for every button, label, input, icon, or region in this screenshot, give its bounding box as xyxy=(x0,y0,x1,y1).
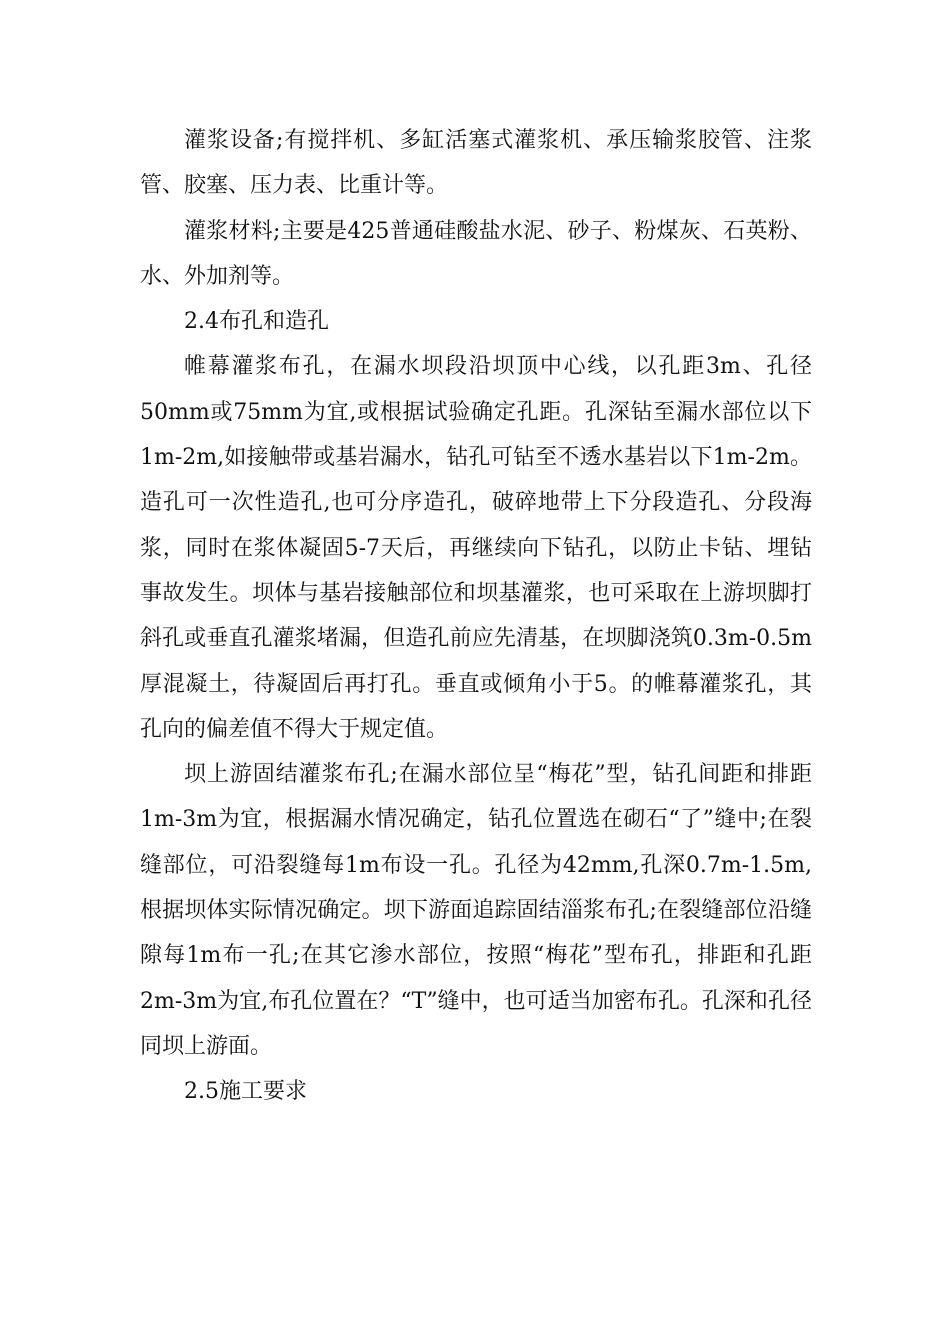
paragraph-curtain-grouting: 帷幕灌浆布孔，在漏水坝段沿坝顶中心线，以孔距3m、孔径50mm或75mm为宜,或根据试验确定孔距。孔深钻至漏水部位以下1m-2m,如接触带或基岩漏水，钻孔可钻至不透水基岩以下1m-2m。造孔可一次性造孔,也可分序造孔，破碎地带上下分段造孔、分段海浆，同时在浆体凝固5-7天后，再继续向下钻孔，以防止卡钻、埋钻事故发生。坝体与基岩接触部位和坝基灌浆，也可采取在上游坝脚打斜孔或垂直孔灌浆堵漏，但造孔前应先清基，在坝脚浇筑0.3m-0.5m厚混凝土，待凝固后再打孔。垂直或倾角小于5。的帷幕灌浆孔，其孔向的偏差值不得大于规定值。 xyxy=(140,354,812,742)
paragraph-grouting-materials: 灌浆材料;主要是425普通硅酸盐水泥、砂子、粉煤灰、石英粉、水、外加剂等。 xyxy=(140,218,812,289)
paragraph-grouting-equipment: 灌浆设备;有搅拌机、多缸活塞式灌浆机、承压输浆胶管、注浆管、胶塞、压力表、比重计等。 xyxy=(140,128,812,199)
paragraph-consolidation-grouting: 坝上游固结灌浆布孔;在漏水部位呈“梅花”型，钻孔间距和排距1m-3m为宜，根据漏水情况确定，钻孔位置选在砌石“了”缝中;在裂缝部位，可沿裂缝每1m布设一孔。孔径为42mm,孔深0.7m-1.5m,根据坝体实际情况确定。坝下游面追踪固结淄浆布孔;在裂缝部位沿缝隙每1m布一孔;在其它渗水部位，按照“梅花”型布孔，排距和孔距2m-3m为宜,布孔位置在？“T”缝中，也可适当加密布孔。孔深和孔径同坝上游面。 xyxy=(140,762,812,1059)
section-heading-2-4: 2.4布孔和造孔 xyxy=(184,309,329,335)
section-heading-2-5: 2.5施工要求 xyxy=(184,1079,307,1105)
document-body xyxy=(140,118,812,1115)
